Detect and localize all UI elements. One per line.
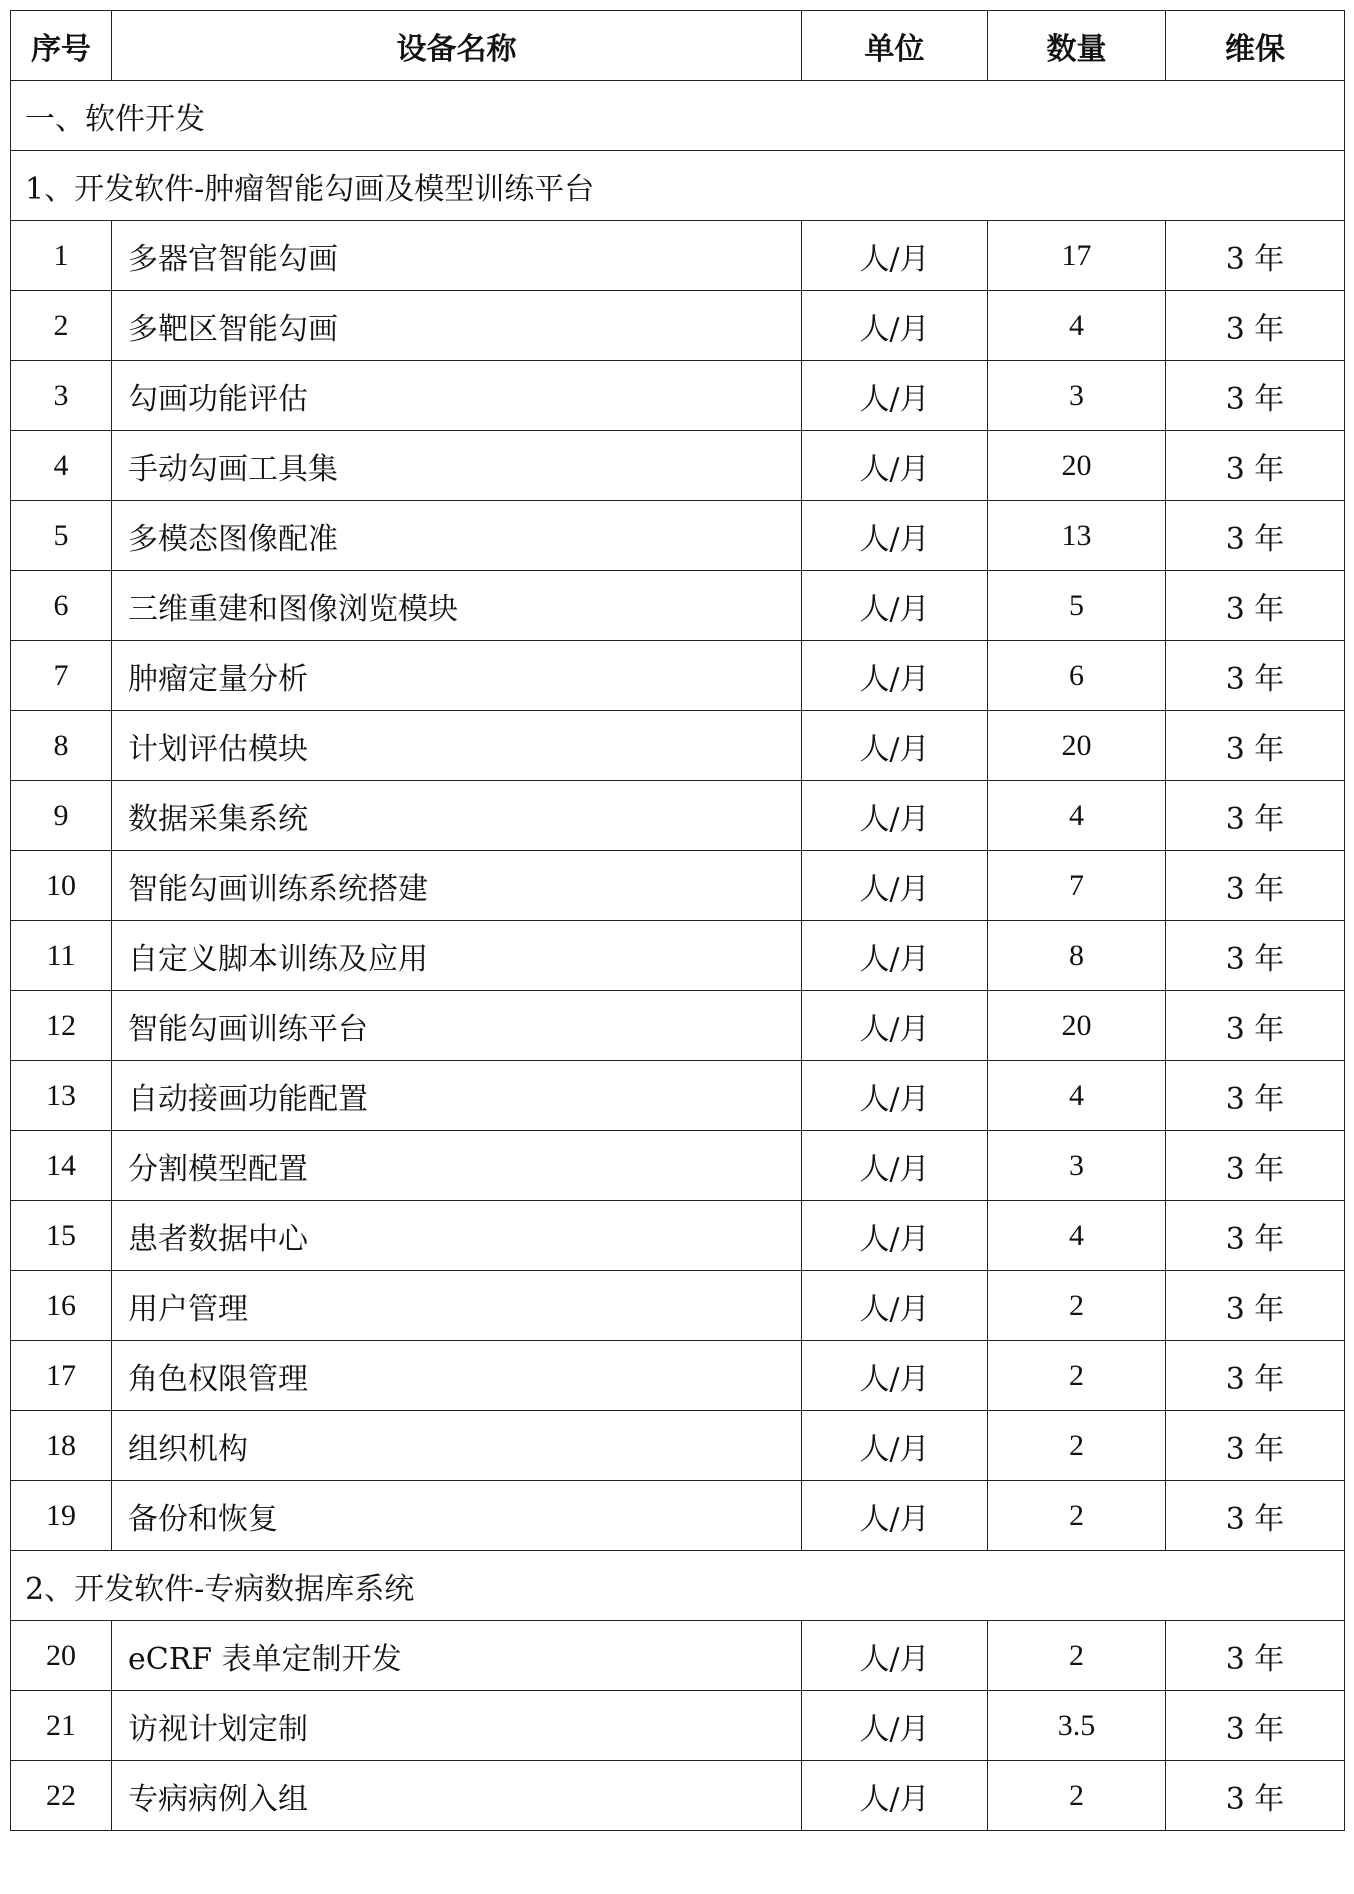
row-unit: 人/月 — [802, 501, 988, 571]
row-qty: 3 — [988, 361, 1166, 431]
section2-row — [11, 1551, 1345, 1621]
header-seq: 序号 — [11, 11, 112, 81]
row-qty: 4 — [988, 1201, 1166, 1271]
table-row — [11, 501, 1345, 571]
table-row — [11, 1341, 1345, 1411]
row-warranty: 3 年 — [1166, 1411, 1345, 1481]
row-unit: 人/月 — [802, 431, 988, 501]
row-qty: 2 — [988, 1271, 1166, 1341]
row-seq: 11 — [11, 921, 112, 991]
row-unit: 人/月 — [802, 1761, 988, 1831]
row-warranty: 3 年 — [1166, 1761, 1345, 1831]
table-row — [11, 641, 1345, 711]
table-row — [11, 1691, 1345, 1761]
row-name: 多器官智能勾画 — [112, 221, 802, 291]
row-unit: 人/月 — [802, 1131, 988, 1201]
row-name: 角色权限管理 — [112, 1341, 802, 1411]
row-seq: 21 — [11, 1691, 112, 1761]
row-seq: 15 — [11, 1201, 112, 1271]
row-seq: 2 — [11, 291, 112, 361]
row-unit: 人/月 — [802, 1621, 988, 1691]
table-row — [11, 1201, 1345, 1271]
row-qty: 7 — [988, 851, 1166, 921]
row-seq: 5 — [11, 501, 112, 571]
table-row — [11, 991, 1345, 1061]
row-qty: 20 — [988, 431, 1166, 501]
table-row — [11, 1411, 1345, 1481]
row-name: 多靶区智能勾画 — [112, 291, 802, 361]
row-name: 自动接画功能配置 — [112, 1061, 802, 1131]
row-name: 用户管理 — [112, 1271, 802, 1341]
row-warranty: 3 年 — [1166, 221, 1345, 291]
row-unit: 人/月 — [802, 711, 988, 781]
row-qty: 20 — [988, 711, 1166, 781]
section-main-title: 一、软件开发 — [11, 81, 1345, 151]
row-seq: 8 — [11, 711, 112, 781]
row-name: 三维重建和图像浏览模块 — [112, 571, 802, 641]
row-warranty: 3 年 — [1166, 1621, 1345, 1691]
row-name: 备份和恢复 — [112, 1481, 802, 1551]
row-warranty: 3 年 — [1166, 781, 1345, 851]
table-row — [11, 711, 1345, 781]
row-qty: 20 — [988, 991, 1166, 1061]
header-unit: 单位 — [802, 11, 988, 81]
header-row — [11, 11, 1345, 81]
row-name: 自定义脚本训练及应用 — [112, 921, 802, 991]
row-qty: 2 — [988, 1761, 1166, 1831]
row-unit: 人/月 — [802, 361, 988, 431]
row-name: 肿瘤定量分析 — [112, 641, 802, 711]
table-row — [11, 431, 1345, 501]
row-seq: 17 — [11, 1341, 112, 1411]
header-qty: 数量 — [988, 11, 1166, 81]
row-unit: 人/月 — [802, 1691, 988, 1761]
row-qty: 17 — [988, 221, 1166, 291]
row-seq: 12 — [11, 991, 112, 1061]
equipment-table — [10, 10, 1345, 1831]
table-row — [11, 1271, 1345, 1341]
row-warranty: 3 年 — [1166, 431, 1345, 501]
row-seq: 13 — [11, 1061, 112, 1131]
row-name: 患者数据中心 — [112, 1201, 802, 1271]
table-row — [11, 851, 1345, 921]
row-name: 手动勾画工具集 — [112, 431, 802, 501]
table-row — [11, 1131, 1345, 1201]
row-warranty: 3 年 — [1166, 361, 1345, 431]
row-name: 访视计划定制 — [112, 1691, 802, 1761]
row-warranty: 3 年 — [1166, 1271, 1345, 1341]
section2-title: 2、开发软件-专病数据库系统 — [11, 1551, 1345, 1621]
table-row — [11, 781, 1345, 851]
row-name: 数据采集系统 — [112, 781, 802, 851]
row-qty: 3.5 — [988, 1691, 1166, 1761]
row-warranty: 3 年 — [1166, 711, 1345, 781]
row-name: 智能勾画训练平台 — [112, 991, 802, 1061]
row-unit: 人/月 — [802, 991, 988, 1061]
row-qty: 4 — [988, 781, 1166, 851]
row-unit: 人/月 — [802, 1271, 988, 1341]
table-row — [11, 221, 1345, 291]
row-warranty: 3 年 — [1166, 1201, 1345, 1271]
header-warranty: 维保 — [1166, 11, 1345, 81]
row-name: 专病病例入组 — [112, 1761, 802, 1831]
table-body — [11, 11, 1345, 1831]
table-row — [11, 921, 1345, 991]
row-name: 组织机构 — [112, 1411, 802, 1481]
row-qty: 2 — [988, 1341, 1166, 1411]
row-unit: 人/月 — [802, 781, 988, 851]
row-warranty: 3 年 — [1166, 1481, 1345, 1551]
row-qty: 4 — [988, 291, 1166, 361]
row-warranty: 3 年 — [1166, 1691, 1345, 1761]
row-warranty: 3 年 — [1166, 501, 1345, 571]
row-unit: 人/月 — [802, 1061, 988, 1131]
row-seq: 14 — [11, 1131, 112, 1201]
row-warranty: 3 年 — [1166, 571, 1345, 641]
row-qty: 4 — [988, 1061, 1166, 1131]
section1-row — [11, 151, 1345, 221]
table-row — [11, 571, 1345, 641]
row-warranty: 3 年 — [1166, 991, 1345, 1061]
section-main-row — [11, 81, 1345, 151]
table-row — [11, 1761, 1345, 1831]
row-qty: 3 — [988, 1131, 1166, 1201]
row-seq: 1 — [11, 221, 112, 291]
row-name: 智能勾画训练系统搭建 — [112, 851, 802, 921]
row-qty: 6 — [988, 641, 1166, 711]
row-seq: 16 — [11, 1271, 112, 1341]
row-seq: 4 — [11, 431, 112, 501]
row-warranty: 3 年 — [1166, 851, 1345, 921]
row-seq: 18 — [11, 1411, 112, 1481]
row-seq: 6 — [11, 571, 112, 641]
header-name: 设备名称 — [112, 11, 802, 81]
row-qty: 2 — [988, 1621, 1166, 1691]
row-unit: 人/月 — [802, 851, 988, 921]
row-seq: 20 — [11, 1621, 112, 1691]
row-unit: 人/月 — [802, 921, 988, 991]
row-unit: 人/月 — [802, 641, 988, 711]
row-unit: 人/月 — [802, 571, 988, 641]
section1-title: 1、开发软件-肿瘤智能勾画及模型训练平台 — [11, 151, 1345, 221]
row-name: eCRF 表单定制开发 — [112, 1621, 802, 1691]
row-unit: 人/月 — [802, 1201, 988, 1271]
row-name: 计划评估模块 — [112, 711, 802, 781]
row-seq: 7 — [11, 641, 112, 711]
row-warranty: 3 年 — [1166, 1131, 1345, 1201]
row-seq: 10 — [11, 851, 112, 921]
table-row — [11, 291, 1345, 361]
row-name: 勾画功能评估 — [112, 361, 802, 431]
row-name: 多模态图像配准 — [112, 501, 802, 571]
row-seq: 22 — [11, 1761, 112, 1831]
row-unit: 人/月 — [802, 1341, 988, 1411]
row-seq: 9 — [11, 781, 112, 851]
row-qty: 8 — [988, 921, 1166, 991]
row-name: 分割模型配置 — [112, 1131, 802, 1201]
row-warranty: 3 年 — [1166, 291, 1345, 361]
row-seq: 3 — [11, 361, 112, 431]
row-warranty: 3 年 — [1166, 1341, 1345, 1411]
table-row — [11, 361, 1345, 431]
table-row — [11, 1061, 1345, 1131]
row-warranty: 3 年 — [1166, 641, 1345, 711]
row-unit: 人/月 — [802, 221, 988, 291]
row-unit: 人/月 — [802, 291, 988, 361]
row-qty: 5 — [988, 571, 1166, 641]
row-seq: 19 — [11, 1481, 112, 1551]
row-qty: 2 — [988, 1481, 1166, 1551]
row-warranty: 3 年 — [1166, 921, 1345, 991]
row-warranty: 3 年 — [1166, 1061, 1345, 1131]
row-qty: 2 — [988, 1411, 1166, 1481]
row-unit: 人/月 — [802, 1411, 988, 1481]
row-qty: 13 — [988, 501, 1166, 571]
row-unit: 人/月 — [802, 1481, 988, 1551]
table-row — [11, 1481, 1345, 1551]
table-row — [11, 1621, 1345, 1691]
